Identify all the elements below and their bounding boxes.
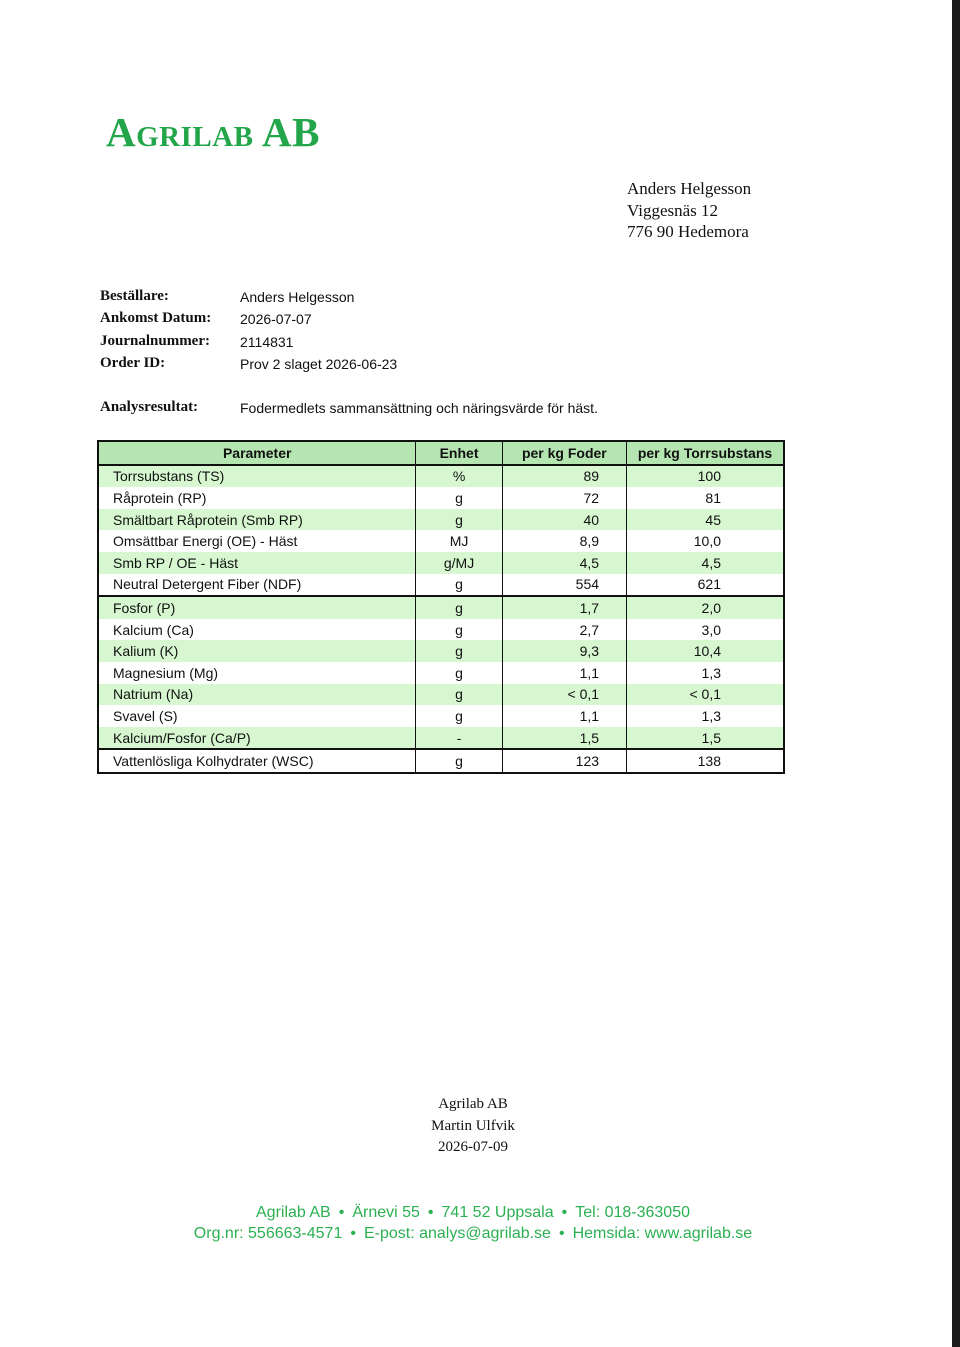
orderer-value: Anders Helgesson [240,289,355,305]
footer-company: Agrilab AB [256,1204,331,1221]
company-logo: Agrilab AB [106,109,320,155]
table-row [98,487,784,509]
footer-street: Ärnevi 55 [352,1204,420,1221]
param-cell: Torrsubstans (TS) [98,465,416,488]
analysis-value: Fodermedlets sammansättning och näringsvärde för häst. [240,400,598,416]
order-id-label: Order ID: [100,354,166,371]
per-kg-feed-cell: 9,3 [502,640,626,662]
param-cell: Omsättbar Energi (OE) - Häst [98,530,416,552]
table-row [98,530,784,552]
unit-cell: g [416,662,502,684]
unit-cell: g [416,487,502,509]
unit-cell: g [416,619,502,641]
param-cell: Smältbart Råprotein (Smb RP) [98,509,416,531]
per-kg-feed-cell: 4,5 [502,552,626,574]
table-header-row [98,441,784,465]
per-kg-feed-cell: 2,7 [502,619,626,641]
unit-cell: g [416,640,502,662]
table-row [98,552,784,574]
footer-phone: Tel: 018-363050 [575,1204,690,1221]
bullet-separator: • [338,1204,345,1221]
header-per-kg-dry-matter: per kg Torrsubstans [627,441,784,465]
table-row [98,705,784,727]
footer-email: E-post: analys@agrilab.se [363,1225,551,1242]
per-kg-ts-cell: 45 [627,509,784,531]
per-kg-ts-cell: 4,5 [627,552,784,574]
unit-cell: g [416,705,502,727]
bullet-separator: • [427,1204,434,1221]
table-row [98,509,784,531]
recipient-street: Viggesnäs 12 [627,200,719,220]
per-kg-ts-cell: 1,3 [627,662,784,684]
page-footer [0,1202,946,1244]
param-cell: Kalium (K) [98,640,416,662]
recipient-name: Anders Helgesson [627,179,752,198]
param-cell: Svavel (S) [98,705,416,727]
journal-number-value: 2114831 [240,333,294,350]
param-cell: Magnesium (Mg) [98,662,416,684]
analysis-label: Analysresultat: [100,399,199,415]
per-kg-feed-cell: 123 [502,749,626,773]
param-cell: Vattenlösliga Kolhydrater (WSC) [98,749,416,773]
param-cell: Natrium (Na) [98,684,416,706]
table-row [98,662,784,684]
per-kg-feed-cell: 1,5 [502,727,626,750]
param-cell: Neutral Detergent Fiber (NDF) [98,574,416,597]
table-row [98,465,784,488]
table-row [98,749,784,773]
per-kg-ts-cell: 621 [627,574,784,597]
bullet-separator: • [558,1225,565,1242]
unit-cell: g [416,749,502,773]
order-id-value: Prov 2 slaget 2026-06-23 [240,355,398,372]
per-kg-ts-cell: 1,3 [627,705,784,727]
footer-line-1 [0,1202,946,1223]
footer-org-number: Org.nr: 556663-4571 [193,1225,343,1242]
table-row [98,640,784,662]
analysis-table [97,440,785,774]
per-kg-feed-cell: 89 [502,465,626,488]
unit-cell: g [416,684,502,706]
param-cell: Fosfor (P) [98,596,416,619]
table-row [98,596,784,619]
unit-cell: g [416,596,502,619]
arrival-date-label: Ankomst Datum: [100,310,212,327]
footer-postal-city: 741 52 Uppsala [441,1204,554,1221]
signature-company: Agrilab AB [438,1096,508,1112]
recipient-city: 776 90 Hedemora [627,222,749,241]
per-kg-feed-cell: 1,1 [502,662,626,684]
signature-block [373,1094,573,1159]
unit-cell: g [416,574,502,597]
table-row [98,619,784,641]
per-kg-feed-cell: 72 [502,487,626,509]
unit-cell: g [416,509,502,531]
table-row [98,684,784,706]
header-parameter: Parameter [98,441,416,465]
signature-date: 2026-07-09 [438,1139,508,1155]
unit-cell: % [416,465,502,488]
param-cell: Kalcium (Ca) [98,619,416,641]
per-kg-feed-cell: 8,9 [502,530,626,552]
per-kg-ts-cell: < 0,1 [627,684,784,706]
header-per-kg-feed: per kg Foder [502,441,626,465]
per-kg-ts-cell: 1,5 [627,727,784,750]
arrival-date-value: 2026-07-07 [240,311,312,328]
page-edge [952,0,960,1347]
per-kg-feed-cell: 1,1 [502,705,626,727]
footer-line-2 [0,1223,946,1244]
param-cell: Smb RP / OE - Häst [98,552,416,574]
per-kg-feed-cell: 554 [502,574,626,597]
unit-cell: g/MJ [416,552,502,574]
signature-name: Martin Ulfvik [431,1117,515,1134]
per-kg-feed-cell: 40 [502,509,626,531]
footer-website: Hemsida: www.agrilab.se [572,1225,753,1242]
unit-cell: MJ [416,530,502,552]
per-kg-ts-cell: 100 [627,465,784,488]
per-kg-ts-cell: 2,0 [627,596,784,619]
unit-cell: - [416,727,502,750]
bullet-separator: • [350,1225,356,1242]
recipient-address [627,178,751,243]
table-row [98,574,784,597]
orderer-label: Beställare: [100,288,169,304]
bullet-separator: • [561,1204,568,1221]
per-kg-ts-cell: 10,4 [627,640,784,662]
per-kg-ts-cell: 138 [627,749,784,773]
per-kg-ts-cell: 3,0 [627,619,784,641]
journal-number-label: Journalnummer: [100,332,210,349]
param-cell: Kalcium/Fosfor (Ca/P) [98,727,416,750]
per-kg-ts-cell: 10,0 [627,530,784,552]
per-kg-ts-cell: 81 [627,487,784,509]
per-kg-feed-cell: 1,7 [502,596,626,619]
per-kg-feed-cell: < 0,1 [502,684,626,706]
header-unit: Enhet [416,441,502,465]
table-row [98,727,784,750]
param-cell: Råprotein (RP) [98,487,416,509]
